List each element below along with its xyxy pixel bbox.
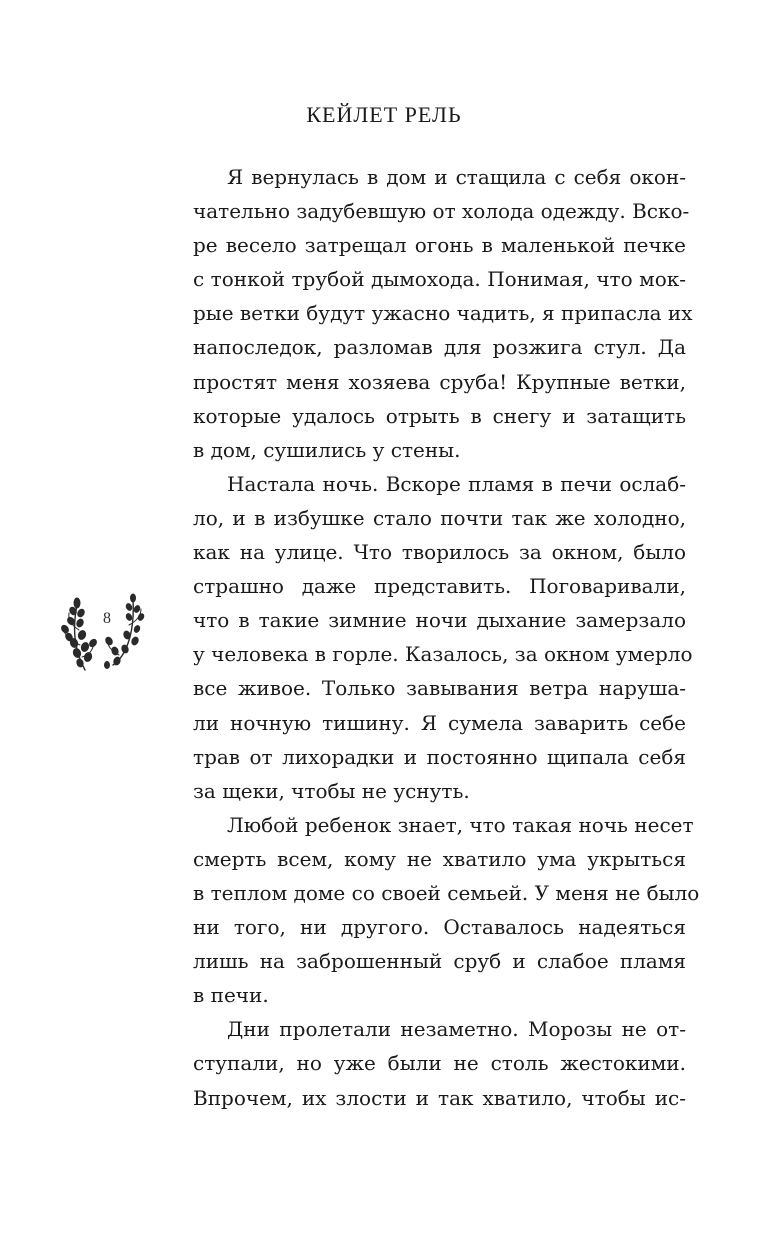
text-line: рые ветки будут ужасно чадить, я припасла их	[193, 301, 693, 326]
text-line: в печи.	[193, 983, 269, 1008]
text-line: ступали, но уже были не столь жестокими.	[193, 1051, 686, 1076]
body-text	[159, 160, 700, 1115]
text-line: простят меня хозяева сруба! Крупные ветки,	[193, 369, 686, 394]
text-line: все живое. Только завывания ветра наруша-	[193, 676, 686, 701]
text-line: которые удалось отрыть в снегу и затащить	[193, 403, 686, 428]
paragraph	[159, 160, 693, 467]
text-line: смерть всем, кому не хватило ума укрыться	[193, 846, 686, 871]
text-line: Настала ночь. Вскоре пламя в печи ослаб-	[227, 471, 686, 496]
text-line: в дом, сушились у стены.	[193, 437, 461, 462]
text-line: как на улице. Что творилось за окном, было	[193, 540, 686, 565]
text-line: ли ночную тишину. Я сумела заварить себе	[193, 710, 686, 735]
text-line: Дни пролетали незаметно. Морозы не от-	[227, 1017, 686, 1042]
text-line: что в такие зимние ночи дыхание замерзало	[193, 608, 686, 633]
text-line: за щеки, чтобы не уснуть.	[193, 778, 470, 803]
heather-sprig-icon	[55, 585, 155, 675]
text-line: Впрочем, их злости и так хватило, чтобы ис-	[193, 1085, 686, 1110]
text-line: чательно задубевшую от холода одежду. Вско-	[193, 199, 690, 224]
text-line: трав от лихорадки и постоянно щипала себя	[193, 744, 686, 769]
page-number: 8	[103, 610, 111, 627]
text-line: у человека в горле. Казалось, за окном умерло	[193, 642, 693, 667]
text-line: напоследок, разломав для розжига стул. Да	[193, 335, 686, 360]
text-line: ре весело затрещал огонь в маленькой печке	[193, 233, 686, 258]
text-line: Любой ребенок знает, что такая ночь несет	[227, 812, 694, 837]
text-line: Я вернулась в дом и стащила с себя окон-	[227, 165, 686, 189]
paragraph	[159, 1012, 686, 1114]
text-line: в теплом доме со своей семьей. У меня не было	[193, 880, 700, 905]
paragraph	[159, 467, 693, 808]
text-line: ни того, ни другого. Оставалось надеяться	[193, 915, 686, 940]
text-line: лишь на заброшенный сруб и слабое пламя	[193, 949, 686, 974]
text-line: ло, и в избушке стало почти так же холодно,	[193, 505, 686, 530]
text-line: с тонкой трубой дымохода. Понимая, что мок-	[193, 267, 686, 292]
running-head: КЕЙЛЕТ РЕЛЬ	[306, 102, 462, 127]
paragraph	[159, 808, 700, 1013]
text-line: страшно даже представить. Поговаривали,	[193, 574, 686, 599]
